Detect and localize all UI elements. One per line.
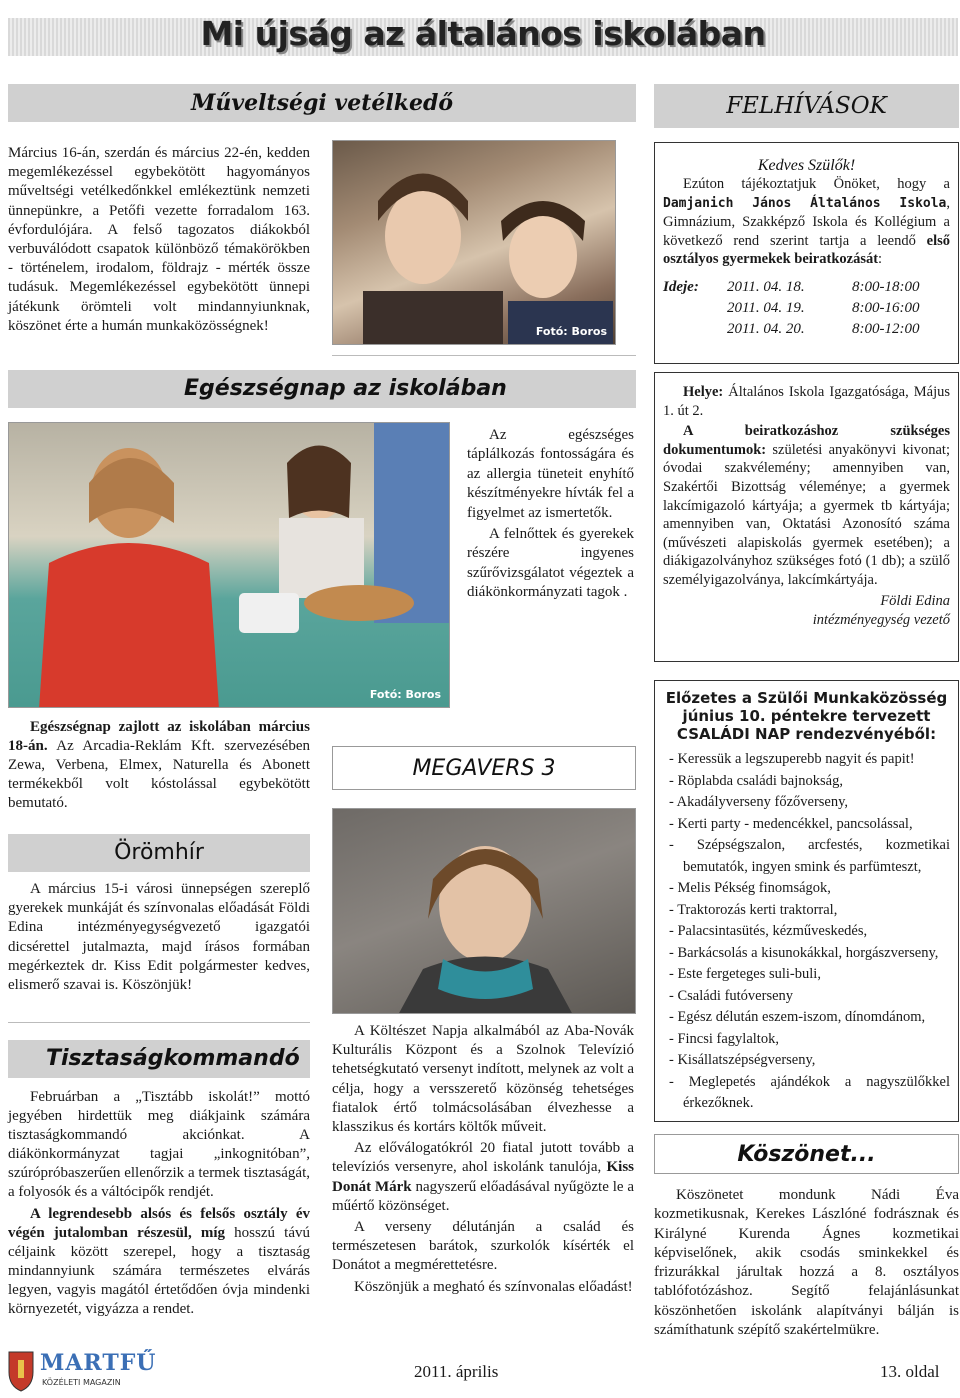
caption-rest: Az Arcadia-Reklám Kft. szervezésében Zewa, Verbena, Elmex, Naturella és Abonett termékekből volt kóstolással egybekötött bemutató. [8,738,310,811]
side-p1: Az egészséges táplálkozás fontosságára és az allergia tüneteit enyhítő készítményekre hívták fel a figyelmet az ismertetők. [467,427,634,521]
csaladi-list-item: - Röplabda családi bajnokság, [669,772,843,789]
csaladi-list-item: - Szépségszalon, arcfestés, kozmetikai bemutatók, ingyen smink és parfümteszt, [669,837,950,875]
date-value: 2011. 04. 20. [727,320,805,337]
page-title: Mi újság az általános iskolában [200,14,766,53]
logo-text: MARTFŰ [40,1350,157,1376]
intro-e: : [878,251,883,268]
tisztasag-p1: Februárban a „Tisztább iskolát!” mottó jegyében hirdettük meg diákjaink számára tisztaságkommandó akciónkat. A diákönkormányzat tagjai „inkognitóban”, szúrópróbaszerűen ellenőrzik a termek tisztaságát, a folyosók és a váltócipők rendjét. [8,1089,310,1201]
school-name: Damjanich János Általános Iskola [663,195,947,211]
tisztasag-p2 [8,1205,310,1320]
date-row [663,319,950,340]
helye-text: Általános Iskola Igazgatósága, Május 1. út 2. [663,384,950,419]
egeszsegnap-heading [8,370,636,408]
oromhir-heading [8,834,310,872]
muveltsegi-heading-text: Műveltségi vetélkedő [190,90,454,116]
tisztasag-p2-bold: A legrendesebb alsós és felsős osztály év végén jutalomban részesül, míg [8,1205,310,1241]
csaladi-list-item: - Melis Pékség finomságok, [669,880,831,896]
tisztasag-heading-text: Tisztaságkommandó [46,1046,300,1071]
csaladi-list-item: - Barkácsolás a kisunokákkal, horgászverseny, [669,944,939,961]
photo-credit: Fotó: Boros [535,325,607,338]
csaladi-list [663,749,950,1115]
koszonet-heading [654,1134,959,1174]
helye [663,383,950,420]
egeszsegnap-photo-art [9,423,450,708]
date-row [663,277,950,298]
tisztasag-text [8,1088,310,1321]
masthead [8,8,958,60]
crest-icon [6,1348,36,1392]
felhivasok-heading-text: FELHÍVÁSOK [726,93,887,119]
megavers-photo-art [333,809,636,1014]
footer-page: 13. oldal [880,1362,940,1381]
megavers-p2-a: Az előválogatókról 20 fiatal jutott tovább a televíziós versenyre, ahol iskolánk tanulója, [332,1140,634,1176]
megavers-heading-text: MEGAVERS 3 [412,756,556,781]
intro-d: első osztályos gyermekek beiratkozását [663,232,950,268]
side-p2: A felnőttek és gyerekek részére ingyenes szűrővizsgálatot végeztek a diákönkormányzati tagok . [467,526,634,601]
intro-c: , Gimnázium, Szakképző Iskola és Kollégium a következő rend szerint tartja a leendő [663,194,950,249]
photo-credit: Fotó: Boros [369,688,441,701]
megavers-heading [332,746,636,790]
megavers-p1: A Költészet Napja alkalmából az Aba-Novák Kulturális Központ és a Szolnok Televízió tehetségkutató versenyt indított, melynek az volt a célja, hogy a versszerető közönség tehetséges fiatalok értő tolmácsolásában élvezhesse a klasszikus és kortárs költők műveit. [332,1023,634,1136]
egeszsegnap-photo [8,422,450,708]
csaladi-list-item: - Akadályverseny főzőverseny, [669,794,849,810]
date-value: 2011. 04. 19. [727,299,805,316]
oromhir-text: A március 15-i városi ünnepségen szereplő gyerekek munkáját és színvonalas előadását Földi Edina intézményegységvezető igazgatói dicsérettel jutalmazta, majd írásos formában megérkeztek dr. Kiss Edit polgármester kedves, elismerő szavai is. Köszönjük! [8,881,310,994]
koszonet-heading-text: Köszönet... [737,1142,876,1167]
intro-a: Ezúton tájékoztatjuk Önöket, hogy a [683,176,950,192]
megavers-p2-c: nagyszerű előadásával nyűgözte le a műértő közönséget. [332,1178,635,1214]
egeszsegnap-side-text [467,426,634,605]
caption-bold: Egészségnap zajlott az iskolában március 18-án. [8,719,310,754]
felhivasok-intro [663,175,950,269]
csaladi-list-item: - Keressük a legszuperebb nagyit és papit! [669,751,915,767]
csaladi-heading-l3: CSALÁDI NAP rendezvényéből: [676,725,937,743]
felhivasok-box-2 [654,372,959,662]
tisztasag-heading [8,1040,310,1078]
muveltsegi-heading [8,84,636,122]
csaladi-list-item: - Traktorozás kerti traktorral, [669,901,838,918]
student-name: Kiss Donát Márk [332,1159,634,1195]
megavers-text [332,1022,634,1299]
greeting: Kedves Szülők! [757,157,856,174]
csaladi-list-item: - Egész délután eszem-iszom, dínomdánom, [669,1009,926,1025]
divider [8,1022,310,1023]
megavers-p2 [332,1139,634,1216]
megavers-photo [332,808,636,1014]
signer-role: intézményegység vezető [812,611,950,628]
dates-table [663,277,950,340]
csaladi-list-item: - Családi futóverseny [669,987,794,1004]
tisztasag-p2-rest: hosszú távú céljaink között szerepel, hogy a tisztaság mindannyiunk számára természetes elvárás legyen, vagyis magától értetődően óvja mindenki környezetét, vigyázza a rendet. [8,1224,310,1318]
felhivasok-box [654,142,959,364]
footer-issue: 2011. április [414,1362,499,1381]
vetelkedo-photo [332,140,616,345]
csaladi-list-item: - Este fergeteges suli-buli, [669,966,821,982]
csaladi-list-item: - Fincsi fagylaltok, [669,1030,779,1047]
logo-sub: KÖZÉLETI MAGAZIN [42,1378,121,1387]
csaladi-list-item: - Palacsintasütés, kézműveskedés, [669,923,868,939]
docs [663,422,950,589]
helye-label: Helye: [683,384,724,400]
csaladi-nap-box [654,680,959,1122]
muveltsegi-text: Március 16-án, szerdán és március 22-én, kedden megemlékezéssel egybekötött hagyományos műveltségi vetélkedőnkkel emlékeztünk nemzeti ünnepünkre, a Petőfi vezette forradalom 163. évfordulójára. A felső tagozatos diákokból verbuválódott csapatok különböző témakörökben - történelem, irodalom, földrajz - mérték össze tudásuk. Megemlékezéssel egybekötött ünnepi játékunk örömteli volt mindannyiunknak, köszönet érte a humán munkaközösségnek! [8,145,310,334]
csaladi-list-item: - Kerti party - medencékkel, pancsolással, [669,815,913,832]
vetelkedo-photo-art [333,141,616,345]
felhivasok-heading [654,84,959,128]
csaladi-list-item: - Kisállatszépségverseny, [669,1052,816,1068]
egeszsegnap-heading-text: Egészségnap az iskolában [184,376,507,401]
oromhir-heading-text: Örömhír [114,840,204,865]
time-value: 8:00-16:00 [852,299,920,316]
csaladi-heading-l1: Előzetes a Szülői Munkaközösség [665,689,948,707]
date-value: 2011. 04. 18. [727,278,805,295]
time-value: 8:00-18:00 [852,278,920,295]
footer-logo [4,1346,157,1394]
megavers-p3: A verseny délutánján a család és természetesen barátok, szurkolók kísérték el Donátot a megmérettetésre. [332,1219,634,1274]
csaladi-heading-l2: június 10. péntekre tervezett [682,707,931,725]
docs-lead: A beiratkozáshoz szükséges dokumentumok: [663,423,950,458]
csaladi-list-item: - Meglepetés ajándékok a nagyszülőkkel érkezőknek. [669,1073,950,1111]
docs-text: születési anyakönyvi kivonat; óvodai szakvélemény; amennyiben van, Szakértői Bizottság véleménye; a gyermek lakcímigazoló kártyája; a gyermek tb kártyája; amennyiben van, Oktatási Azonosító száma (művészeti alapiskolás gyermek esetében); a diákigazolványhoz szükséges fotó (1 db); a szülő személyigazolványa, lakcímkártyája. [663,441,950,588]
divider [332,355,636,356]
megavers-p4: Köszönjük a megható és színvonalas előadást! [354,1278,633,1295]
egeszsegnap-caption [8,718,310,813]
ideje-label: Ideje: [663,278,699,295]
signer: Földi Edina [880,592,950,609]
csaladi-heading [663,689,950,743]
koszonet-text: Köszönetet mondunk Nádi Éva kozmetikusnak, Kerekes Lászlóné fodrásznak és Királyné Kurenda Ágnes kozmetikai képviselőnek, akik csodás sminkekkel és frizurákkal járultak hozzá a 8. osztályos tablófotózáshoz. Segítő felajánlásunkat köszönhetően iskolánk alapítványi bálján is számíthatunk szépítő szakértelmükre. [654,1187,959,1339]
time-value: 8:00-12:00 [852,320,920,337]
date-row [663,298,950,319]
